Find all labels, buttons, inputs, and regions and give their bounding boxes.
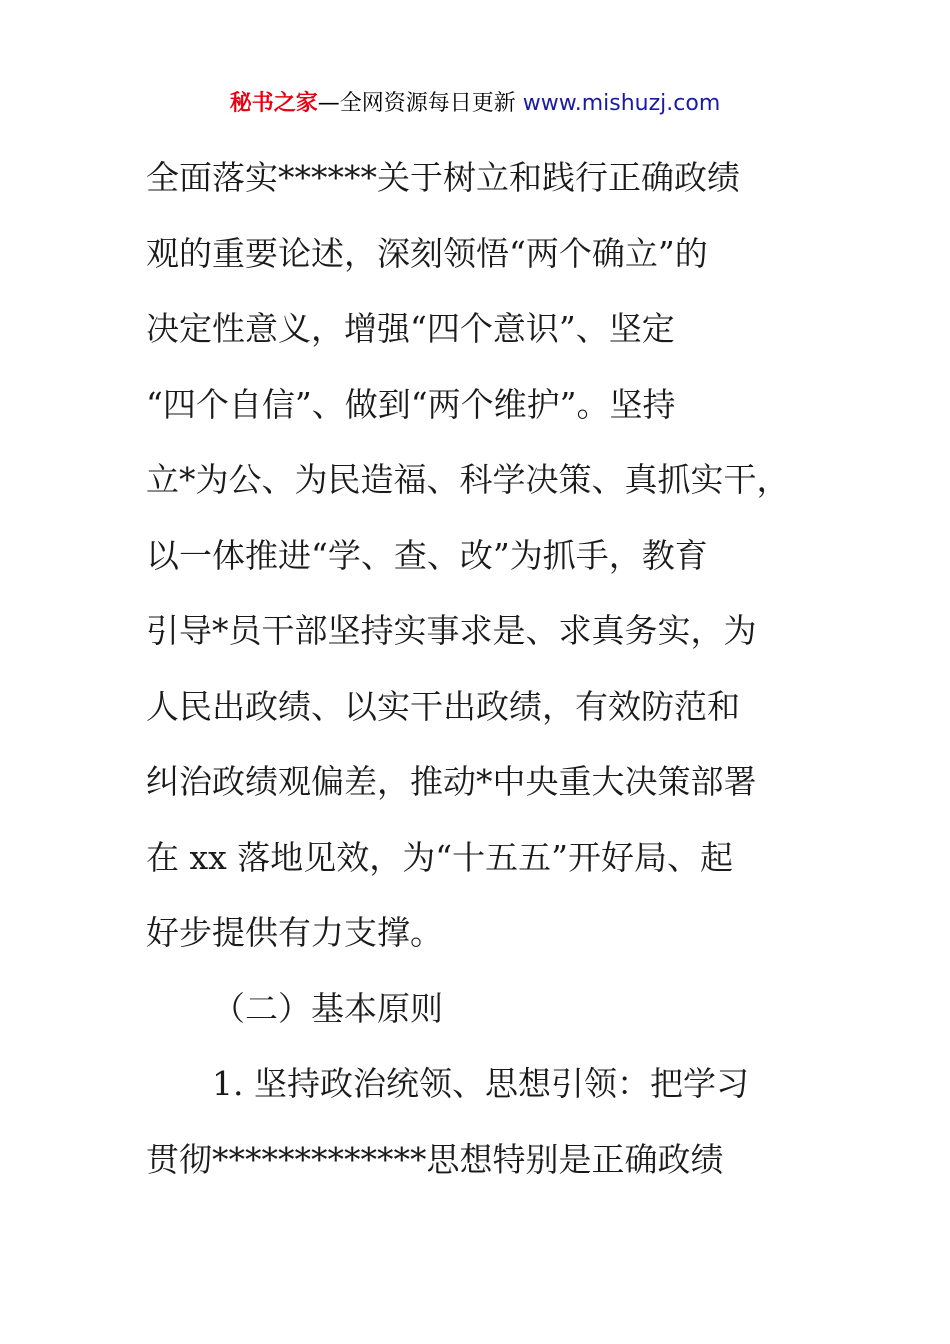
paragraph-line: 引导*员干部坚持实事求是、求真务实，为 [146, 611, 757, 650]
page-header [0, 88, 950, 120]
document-body [146, 140, 826, 1197]
paragraph-line: 立*为公、为民造福、科学决策、真抓实干， [146, 460, 790, 499]
site-url-link[interactable]: www.mishuzj.com [522, 91, 721, 116]
paragraph-line: 决定性意义，增强“四个意识”、坚定 [146, 309, 675, 348]
site-tagline: —全网资源每日更新 [317, 91, 516, 116]
section-heading: （二）基本原则 [212, 988, 443, 1028]
paragraph-line: 好步提供有力支撑。 [146, 913, 443, 952]
numbered-item-line: 1. 坚持政治统领、思想引领：把学习 [212, 1064, 749, 1103]
numbered-item-line: 贯彻*************思想特别是正确政绩 [146, 1139, 724, 1179]
paragraph-line: 以一体推进“学、查、改”为抓手，教育 [146, 535, 708, 575]
paragraph-line: 纠治政绩观偏差，推动*中央重大决策部署 [146, 762, 757, 801]
paragraph-line: 在 xx 落地见效，为“十五五”开好局、起 [146, 837, 733, 877]
paragraph-line: “四个自信”、做到“两个维护”。坚持 [146, 384, 676, 424]
paragraph-line: 人民出政绩、以实干出政绩，有效防范和 [146, 686, 740, 726]
paragraph-line: 观的重要论述，深刻领悟“两个确立”的 [146, 233, 708, 273]
paragraph-line: 全面落实******关于树立和践行正确政绩 [146, 158, 740, 197]
site-brand: 秘书之家 [229, 91, 318, 116]
